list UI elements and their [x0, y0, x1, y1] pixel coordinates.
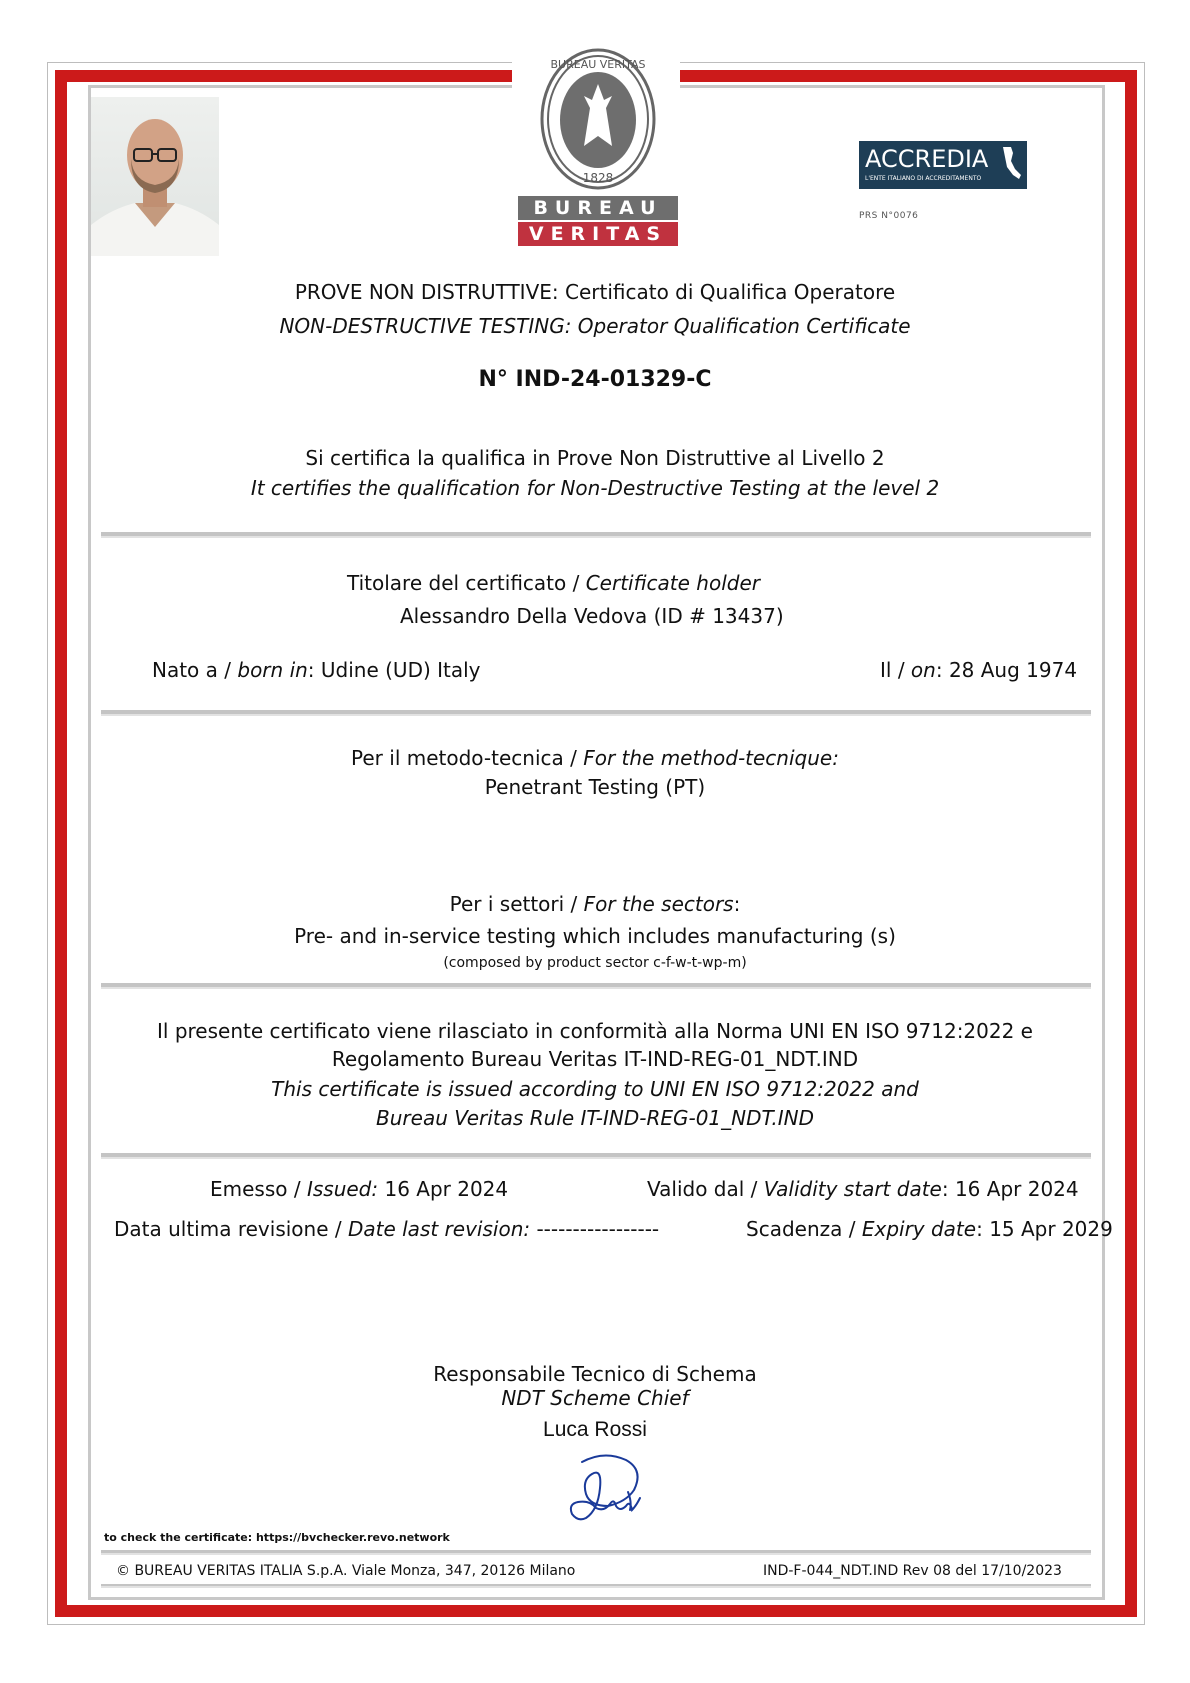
qualification-italian: Si certifica la qualifica in Prove Non Distruttive al Livello 2	[305, 446, 885, 470]
issued-label-it: Emesso /	[210, 1177, 307, 1201]
holder-label-it: Titolare del certificato /	[347, 571, 586, 595]
sectors-label-it: Per i settori /	[449, 892, 584, 916]
valid-label-en: Validity start date	[763, 1177, 942, 1201]
signature	[552, 1452, 652, 1524]
section-divider	[101, 1153, 1091, 1159]
holder-photo	[91, 97, 219, 256]
brand-word-veritas: VERITAS	[518, 222, 678, 246]
footer-company: © BUREAU VERITAS ITALIA S.p.A. Viale Monza, 347, 20126 Milano	[116, 1563, 576, 1579]
seal-top-text: BUREAU VERITAS	[550, 58, 646, 71]
certificate-number: N° IND-24-01329-C	[478, 367, 712, 392]
accredia-tagline: L'ENTE ITALIANO DI ACCREDITAMENTO	[865, 175, 982, 182]
method-label	[0, 746, 1190, 770]
method-label-en: For the method-tecnique:	[583, 746, 839, 770]
birth-date	[880, 658, 1077, 682]
title-italian: PROVE NON DISTRUTTIVE: Certificato di Qualifica Operatore	[294, 280, 896, 304]
method-value: Penetrant Testing (PT)	[484, 775, 706, 799]
accredia-name: ACCREDIA	[865, 145, 989, 173]
norm-english-line1: This certificate is issued according to UNI EN ISO 9712:2022 and	[271, 1077, 919, 1101]
holder-label	[347, 571, 760, 595]
accredia-logo	[859, 141, 1027, 189]
bureau-veritas-seal-logo	[540, 48, 656, 190]
qualification-english: It certifies the qualification for Non-Destructive Testing at the level 2	[250, 476, 940, 500]
holder-name: Alessandro Della Vedova (ID # 13437)	[400, 604, 784, 628]
expiry-label-en: Expiry date	[861, 1217, 977, 1241]
title-english: NON-DESTRUCTIVE TESTING: Operator Qualification Certificate	[279, 314, 911, 338]
italy-map-icon	[999, 145, 1023, 185]
signatory-role-english: NDT Scheme Chief	[501, 1386, 689, 1410]
expiry-value: : 15 Apr 2029	[976, 1217, 1113, 1241]
issued-value: 16 Apr 2024	[378, 1177, 509, 1201]
last-revision-date	[114, 1217, 659, 1241]
footer-divider	[101, 1584, 1091, 1588]
born-label-en: born in	[237, 658, 308, 682]
norm-italian-line1: Il presente certificato viene rilasciato in conformità alla Norma UNI EN ISO 9712:2022 e	[157, 1019, 1033, 1043]
norm-italian-line2: Regolamento Bureau Veritas IT-IND-REG-01_NDT.IND	[331, 1047, 859, 1071]
footer-divider	[101, 1550, 1091, 1555]
holder-label-en: Certificate holder	[585, 571, 760, 595]
signatory-name: Luca Rossi	[543, 1418, 647, 1441]
born-place-value: : Udine (UD) Italy	[307, 658, 481, 682]
check-certificate-link[interactable]: to check the certificate: https://bvchecker.revo.network	[104, 1531, 450, 1544]
sectors-note: (composed by product sector c-f-w-t-wp-m)	[443, 955, 747, 971]
expiry-date	[746, 1217, 1113, 1241]
valid-value: : 16 Apr 2024	[941, 1177, 1079, 1201]
brand-word-bureau: BUREAU	[518, 196, 678, 220]
revision-value: -----------------	[530, 1217, 660, 1241]
date-label-en: on	[910, 658, 936, 682]
valid-label-it: Valido dal /	[647, 1177, 764, 1201]
sectors-label	[0, 892, 1190, 916]
revision-label-it: Data ultima revisione /	[114, 1217, 348, 1241]
norm-english-line2: Bureau Veritas Rule IT-IND-REG-01_NDT.IND	[376, 1106, 814, 1130]
sectors-label-colon: :	[733, 892, 741, 916]
sectors-value: Pre- and in-service testing which includes manufacturing (s)	[294, 924, 896, 948]
birth-date-value: : 28 Aug 1974	[935, 658, 1078, 682]
expiry-label-it: Scadenza /	[746, 1217, 862, 1241]
issued-date	[210, 1177, 508, 1201]
accreditation-number: PRS N°0076	[859, 211, 919, 221]
section-divider	[101, 532, 1091, 538]
revision-label-en: Date last revision:	[347, 1217, 531, 1241]
born-label-it: Nato a /	[152, 658, 238, 682]
validity-start-date	[647, 1177, 1079, 1201]
section-divider	[101, 983, 1091, 989]
method-label-it: Per il metodo-tecnica /	[351, 746, 584, 770]
issued-label-en: Issued:	[306, 1177, 379, 1201]
section-divider	[101, 710, 1091, 716]
footer-form-reference: IND-F-044_NDT.IND Rev 08 del 17/10/2023	[763, 1563, 1062, 1579]
seal-year-text: 1828	[582, 171, 614, 185]
birth-place	[152, 658, 481, 682]
sectors-label-en: For the sectors	[583, 892, 734, 916]
date-label-it: Il /	[880, 658, 911, 682]
signatory-role-italian: Responsabile Tecnico di Schema	[433, 1362, 757, 1386]
